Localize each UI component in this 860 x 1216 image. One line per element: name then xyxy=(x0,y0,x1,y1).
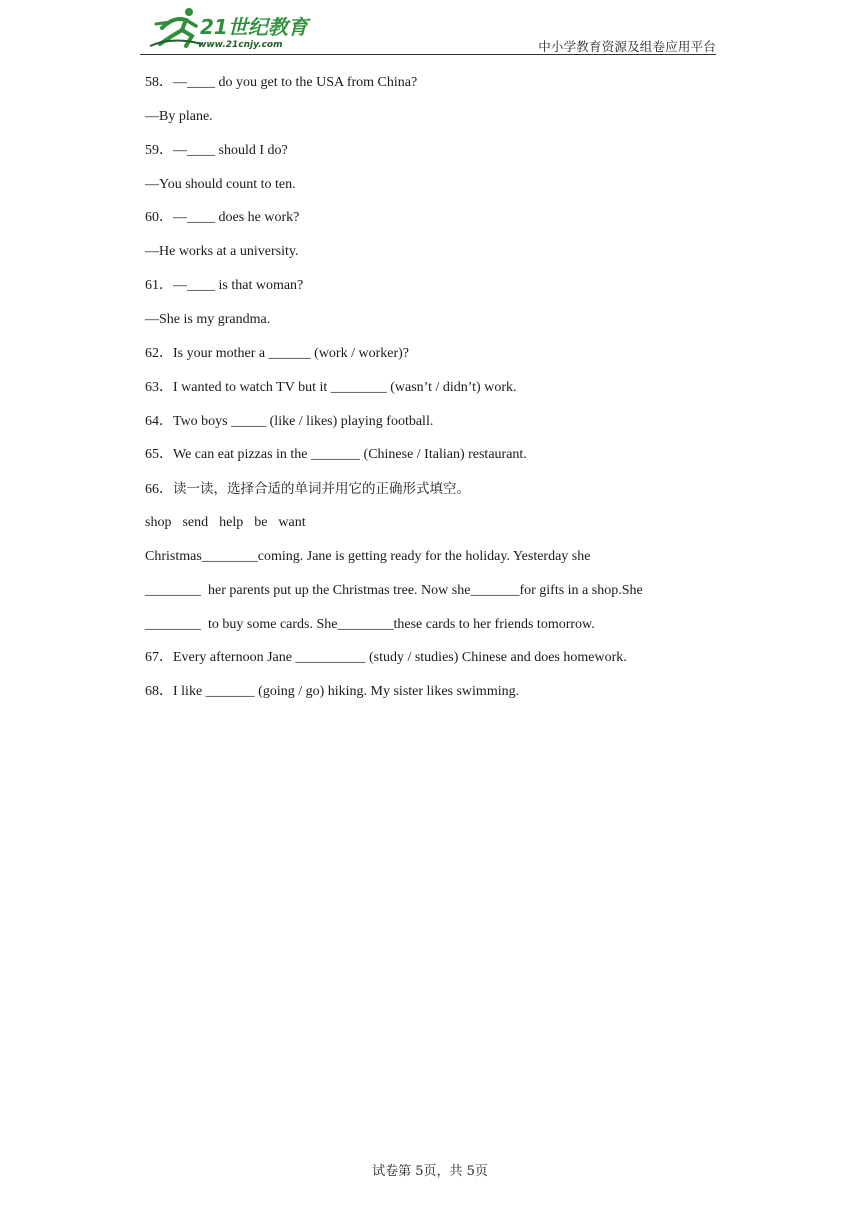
page-footer: 试卷第 5页，共 5页 xyxy=(372,1164,488,1179)
answer-blank: _______ xyxy=(205,684,255,699)
question-62: 62．Is your mother a ______ (work / worker)? xyxy=(145,346,410,361)
passage-line-2: ________ her parents put up the Christmas tree. Now she_______for gifts in a shop.She xyxy=(145,583,643,598)
answer-blank: ________ xyxy=(330,380,387,395)
answer-blank: ____ xyxy=(187,143,215,158)
question-67: 67．Every afternoon Jane __________ (study / studies) Chinese and does homework. xyxy=(145,650,627,665)
logo xyxy=(142,6,312,50)
passage-line-3: ________ to buy some cards. She________these cards to her friends tomorrow. xyxy=(145,617,595,632)
question-64: 64．Two boys _____ (like / likes) playing football. xyxy=(145,414,434,429)
question-59: 59．—____ should I do? xyxy=(145,143,288,158)
answer-blank: ________ xyxy=(145,617,201,632)
word-bank: shop send help be want xyxy=(145,515,306,530)
answer-60: —He works at a university. xyxy=(145,244,299,259)
answer-blank: ________ xyxy=(201,549,258,564)
answer-blank: _____ xyxy=(231,414,267,429)
answer-58: —By plane. xyxy=(145,109,213,124)
passage-line-1: Christmas________coming. Jane is getting ready for the holiday. Yesterday she xyxy=(145,549,591,564)
logo-runner-icon xyxy=(142,6,312,50)
answer-blank: ________ xyxy=(145,583,201,598)
answer-blank: ____ xyxy=(187,75,215,90)
answer-blank: ________ xyxy=(337,617,394,632)
logo-url: www.21cnjy.com xyxy=(198,40,283,50)
question-61: 61．—____ is that woman? xyxy=(145,278,304,293)
answer-blank: ____ xyxy=(187,210,215,225)
question-68: 68．I like _______ (going / go) hiking. My sister likes swimming. xyxy=(145,684,520,699)
answer-blank: _______ xyxy=(311,447,361,462)
question-66-instruction: 66．读一读，选择合适的单词并用它的正确形式填空。 xyxy=(145,481,470,497)
platform-name: 中小学教育资源及组卷应用平台 xyxy=(538,39,716,54)
answer-61: —She is my grandma. xyxy=(145,312,271,327)
answer-blank: __________ xyxy=(295,650,366,665)
answer-blank: ______ xyxy=(268,346,311,361)
question-60: 60．—____ does he work? xyxy=(145,210,300,225)
answer-blank: _______ xyxy=(470,583,520,598)
question-65: 65．We can eat pizzas in the _______ (Chinese / Italian) restaurant. xyxy=(145,447,527,462)
page-header xyxy=(140,0,716,56)
header-divider xyxy=(140,54,716,55)
answer-blank: ____ xyxy=(187,278,215,293)
answer-59: —You should count to ten. xyxy=(145,177,296,192)
logo-text: 21世纪教育 xyxy=(200,15,308,39)
question-63: 63．I wanted to watch TV but it ________ (wasn’t / didn’t) work. xyxy=(145,380,517,395)
question-58: 58．—____ do you get to the USA from China? xyxy=(145,75,418,90)
